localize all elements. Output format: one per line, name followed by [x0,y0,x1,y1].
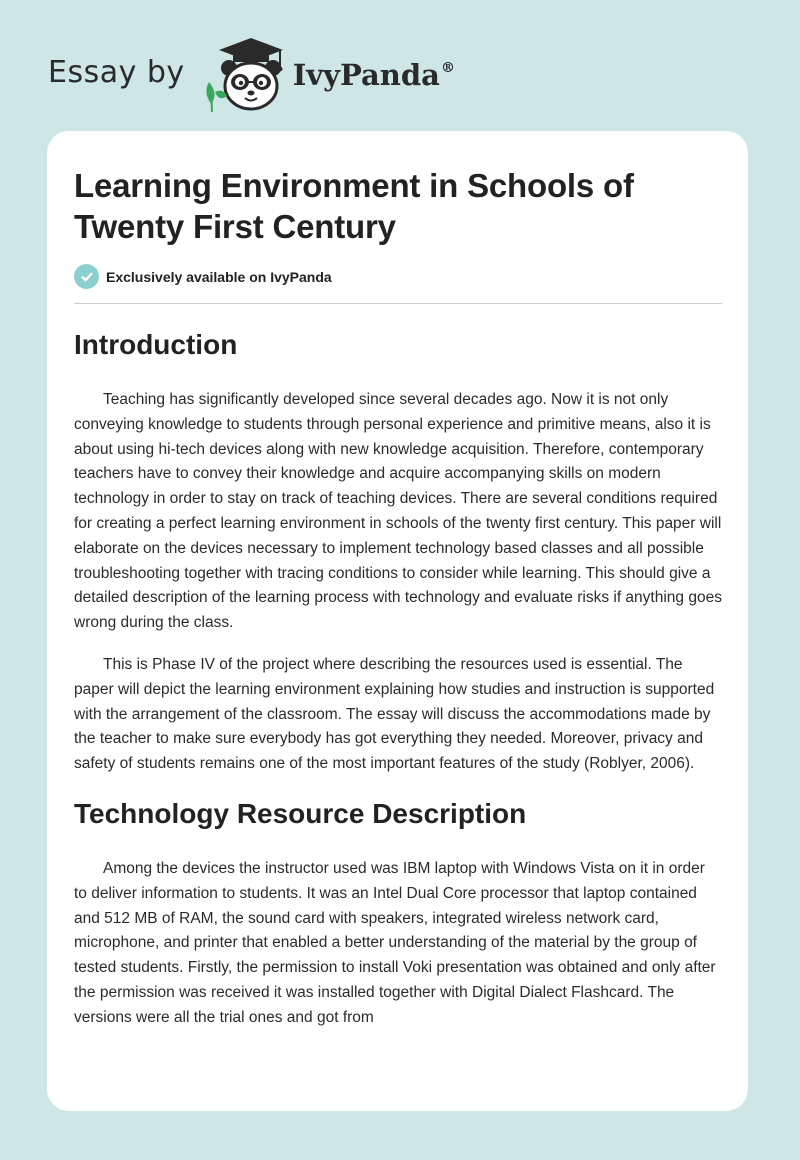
section-heading-introduction: Introduction [74,329,238,360]
ivypanda-logo[interactable] [199,34,455,114]
paragraph: Among the devices the instructor used was IBM laptop with Windows Vista on it in order to deliver information to students. It was an Intel Dual Core processor that laptop contained and 512 MB of RAM, the sound card with speakers, integrated wireless network card, microphone, and printer that enabled a better understanding of the material by the group of tested students. Firstly, the permission to install Voki presentation was obtained and only after the permission was received it was installed together with Digital Dialect Flashcard. The versions were all the trial ones and got from [74,859,716,1026]
exclusive-label: Exclusively available on IvyPanda [106,268,332,285]
essay-card [47,131,748,1111]
paragraph: This is Phase IV of the project where describing the resources used is essential. The paper will depict the learning environment explaining how studies and instruction is supported with the arrangement of the classroom. The essay will discuss the accommodations made by the teacher to make sure everybody has got everything they needed. Moreover, privacy and safety of students remains one of the most important features of the study (Roblyer, 2006). [74,655,715,773]
exclusive-badge [74,264,722,289]
site-header [48,34,455,114]
check-icon [74,264,99,289]
divider [74,303,722,304]
panda-logo-icon [199,34,291,114]
paragraph: Teaching has significantly developed since several decades ago. Now it is not only conveying knowledge to students through personal experience and primitive means, also it is about using hi-tech devices along with new knowledge acquisition. Therefore, contemporary teachers have to convey their knowledge and acquire accompanying skills on modern technology in order to stay on track of teaching devices. There are several conditions required for creating a perfect learning environment in schools of the twenty first century. This paper will elaborate on the devices necessary to implement technology based classes and all possible troubleshooting together with tracing conditions to consider while learning. This should give a detailed description of the learning process with technology and evaluate risks if anything goes wrong during the class. [74,391,722,632]
essay-by-label: Essay by [48,54,185,90]
section-heading-technology-resource: Technology Resource Description [74,797,527,829]
page-title: Learning Environment in Schools of Twenty First Century [74,167,634,245]
essay-content [74,165,722,1031]
brand-name: IvyPanda® [292,58,455,92]
